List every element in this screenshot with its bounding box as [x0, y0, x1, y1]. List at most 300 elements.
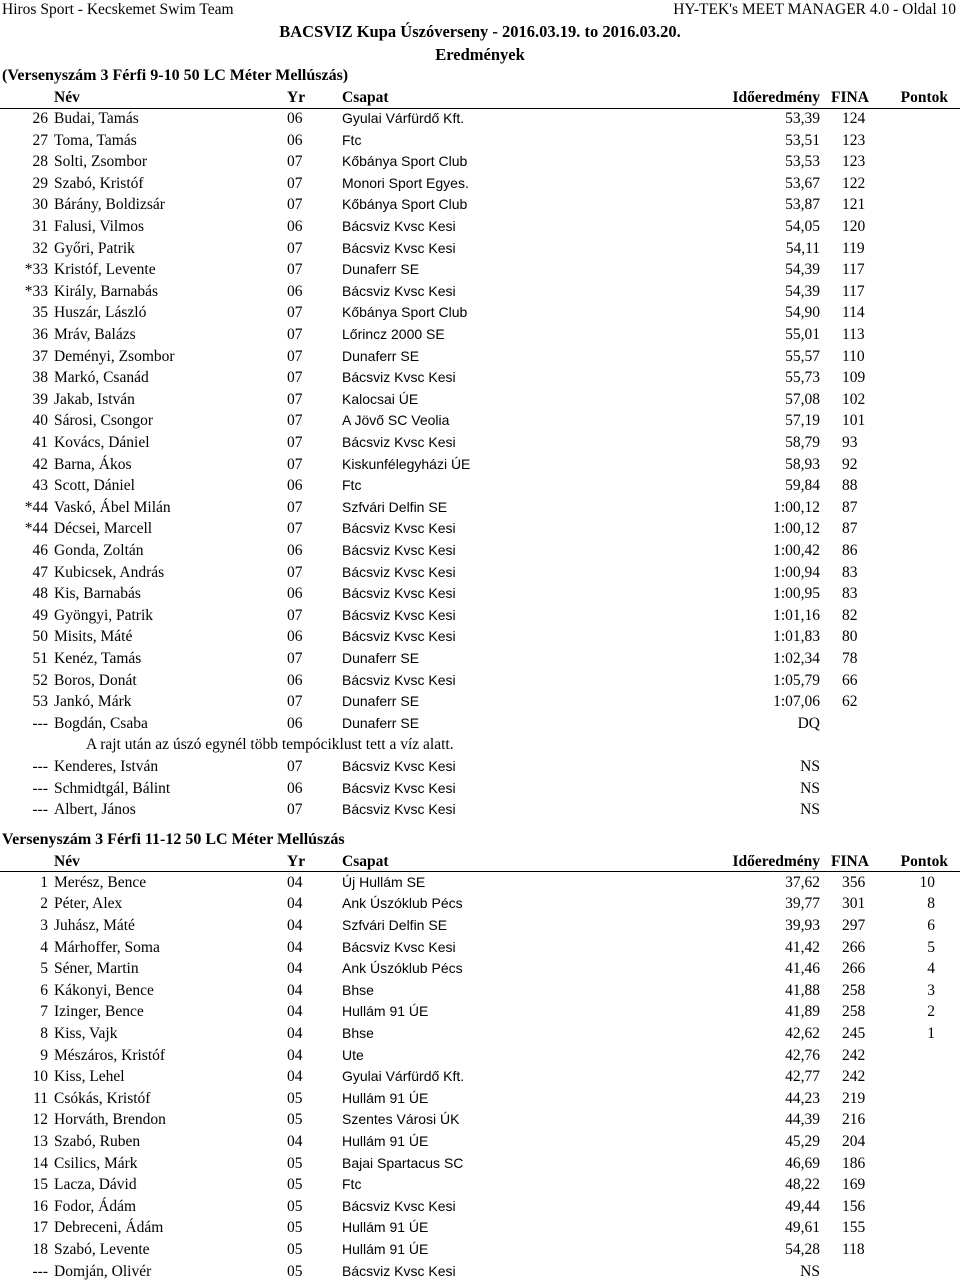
birth-year: 07 — [287, 347, 303, 365]
swimmer-name: Albert, János — [54, 801, 136, 819]
club-name: Szentes Városi ÚK — [342, 1111, 460, 1128]
result-time: 39,93 — [785, 917, 820, 934]
result-time: 44,23 — [785, 1089, 820, 1107]
result-place: 27 — [32, 131, 48, 149]
table-row — [0, 130, 960, 152]
result-time: NS — [800, 1262, 820, 1280]
club-name: Bácsviz Kvsc Kesi — [342, 542, 456, 558]
club-name: Bácsviz Kvsc Kesi — [342, 1262, 456, 1279]
result-place: 6 — [40, 981, 48, 999]
meet-points: 5 — [927, 938, 935, 956]
birth-year: 07 — [287, 455, 303, 473]
club-name: Dunaferr SE — [342, 714, 420, 731]
birth-year: 05 — [287, 1154, 303, 1172]
result-time: 53,39 — [785, 110, 820, 127]
result-place: 53 — [32, 693, 48, 711]
table-row — [0, 778, 960, 800]
fina-points: 123 — [842, 131, 866, 149]
birth-year: 04 — [287, 873, 303, 891]
result-place: 50 — [32, 628, 48, 646]
fina-points: 86 — [842, 542, 858, 559]
result-place: 12 — [32, 1111, 48, 1129]
fina-points: 87 — [842, 520, 858, 538]
club-name: Bácsviz Kvsc Kesi — [342, 938, 456, 955]
club-name: Szfvári Delfin SE — [342, 917, 448, 933]
fina-points: 122 — [842, 174, 866, 192]
fina-points: 266 — [842, 938, 866, 956]
club-name: Bácsviz Kvsc Kesi — [342, 606, 456, 623]
result-place: 38 — [32, 369, 48, 387]
swimmer-name: Huszár, László — [54, 304, 147, 322]
result-time: 41,88 — [785, 981, 820, 999]
table-row — [0, 454, 960, 476]
club-name: Hullám 91 ÚE — [342, 1003, 429, 1020]
swimmer-name: Király, Barnabás — [54, 282, 159, 300]
result-time: 1:00,42 — [773, 542, 820, 559]
result-time: 58,79 — [785, 434, 820, 451]
table-row — [0, 893, 960, 915]
club-name: Dunaferr SE — [342, 347, 420, 364]
club-name: Bácsviz Kvsc Kesi — [342, 1197, 456, 1214]
result-place: 11 — [33, 1089, 48, 1107]
result-time: NS — [800, 758, 820, 775]
club-name: Bácsviz Kvsc Kesi — [342, 563, 456, 580]
swimmer-name: Kovács, Dániel — [54, 434, 150, 451]
birth-year: 07 — [287, 801, 303, 819]
club-name: Bácsviz Kvsc Kesi — [342, 801, 456, 818]
table-row — [0, 626, 960, 648]
table-row — [0, 194, 960, 216]
table-row — [0, 1001, 960, 1023]
table-row — [0, 1174, 960, 1196]
table-row — [0, 518, 960, 540]
birth-year: 04 — [287, 1025, 303, 1042]
result-place: 17 — [32, 1219, 48, 1237]
table-row — [0, 302, 960, 324]
club-name: Bácsviz Kvsc Kesi — [342, 369, 456, 386]
result-time: 37,62 — [785, 873, 820, 891]
table-row — [0, 1066, 960, 1088]
table-row — [0, 713, 960, 735]
fina-points: 93 — [842, 434, 858, 451]
birth-year: 07 — [287, 369, 303, 387]
col-yr: Yr — [287, 89, 306, 106]
swimmer-name: Szabó, Levente — [54, 1241, 150, 1258]
result-place: 35 — [32, 304, 48, 322]
note-text: A rajt után az úszó egynél több tempóciklust tett a víz alatt. — [86, 736, 454, 754]
fina-points: 92 — [842, 455, 858, 473]
result-place: --- — [32, 758, 48, 775]
club-name: Bácsviz Kvsc Kesi — [342, 758, 456, 774]
table-row — [0, 1217, 960, 1239]
table-row — [0, 151, 960, 173]
birth-year: 05 — [287, 1219, 303, 1237]
col-club: Csapat — [342, 852, 389, 870]
result-place: 1 — [40, 873, 48, 891]
club-name: Lőrincz 2000 SE — [342, 326, 445, 342]
birth-year: 06 — [287, 282, 303, 300]
birth-year: 07 — [287, 758, 303, 775]
result-time: 55,57 — [785, 347, 820, 365]
club-name: Bácsviz Kvsc Kesi — [342, 585, 456, 602]
swimmer-name: Kákonyi, Bence — [54, 981, 154, 999]
swimmer-name: Kiss, Lehel — [54, 1068, 125, 1086]
table-row — [0, 540, 960, 562]
fina-points: 123 — [842, 153, 866, 171]
swimmer-name: Csilics, Márk — [54, 1154, 138, 1172]
table-row — [0, 756, 960, 778]
result-place: 41 — [32, 434, 48, 451]
result-place: 29 — [32, 174, 48, 192]
swimmer-name: Markó, Csanád — [54, 369, 149, 387]
birth-year: 06 — [287, 628, 303, 646]
col-time: Időeredmény — [732, 89, 820, 106]
swimmer-name: Mészáros, Kristóf — [54, 1046, 166, 1064]
result-place: 43 — [32, 477, 48, 495]
club-name: Gyulai Várfürdő Kft. — [342, 110, 465, 126]
swimmer-name: Izinger, Bence — [54, 1003, 144, 1021]
col-time: Időeredmény — [732, 852, 820, 870]
result-time: 42,62 — [785, 1025, 820, 1042]
club-name: Ank Úszóklub Pécs — [342, 960, 463, 977]
table-row — [0, 108, 960, 130]
result-place: 37 — [32, 347, 48, 365]
result-time: 57,08 — [785, 390, 820, 408]
club-name: Bajai Spartacus SC — [342, 1154, 464, 1171]
fina-points: 155 — [842, 1219, 866, 1237]
birth-year: 07 — [287, 261, 303, 279]
page-header — [0, 0, 960, 20]
table-row — [0, 1023, 960, 1045]
result-place: 9 — [40, 1046, 48, 1064]
swimmer-name: Kenderes, István — [54, 758, 159, 775]
result-time: 1:02,34 — [773, 650, 820, 667]
fina-points: 297 — [842, 917, 866, 934]
birth-year: 04 — [287, 1003, 303, 1021]
birth-year: 07 — [287, 304, 303, 322]
club-name: Bácsviz Kvsc Kesi — [342, 239, 456, 256]
club-name: Dunaferr SE — [342, 693, 420, 710]
birth-year: 07 — [287, 412, 303, 430]
table-row — [0, 670, 960, 692]
swimmer-name: Győri, Patrik — [54, 239, 135, 257]
result-place: 18 — [32, 1241, 48, 1258]
club-name: Dunaferr SE — [342, 261, 420, 278]
col-club: Csapat — [342, 89, 389, 106]
fina-points: 88 — [842, 477, 858, 495]
birth-year: 07 — [287, 390, 303, 408]
swimmer-name: Jakab, István — [54, 390, 135, 408]
fina-points: 356 — [842, 873, 866, 891]
result-time: 54,28 — [785, 1241, 820, 1258]
column-header — [0, 87, 960, 109]
table-row — [0, 937, 960, 959]
swimmer-name: Fodor, Ádám — [54, 1197, 137, 1215]
meet-points: 10 — [919, 873, 935, 891]
fina-points: 216 — [842, 1111, 866, 1129]
swimmer-name: Szabó, Kristóf — [54, 174, 144, 192]
club-name: Ftc — [342, 1176, 362, 1193]
swimmer-name: Kubicsek, András — [54, 563, 165, 581]
birth-year: 06 — [287, 585, 303, 603]
result-time: 55,73 — [785, 369, 820, 387]
result-place: 51 — [32, 650, 48, 667]
result-time: 49,44 — [785, 1197, 820, 1215]
birth-year: 04 — [287, 1133, 303, 1150]
result-time: 42,77 — [785, 1068, 820, 1086]
result-time: 42,76 — [785, 1046, 820, 1064]
meet-points: 8 — [927, 895, 935, 913]
col-fina: FINA — [831, 852, 869, 870]
birth-year: 04 — [287, 1068, 303, 1086]
result-time: 1:00,95 — [773, 585, 820, 603]
swimmer-name: Horváth, Brendon — [54, 1111, 166, 1129]
result-place: 30 — [32, 196, 48, 214]
fina-points: 83 — [842, 585, 858, 603]
fina-points: 301 — [842, 895, 866, 913]
birth-year: 04 — [287, 895, 303, 913]
table-row — [0, 410, 960, 432]
birth-year: 05 — [287, 1089, 303, 1107]
swimmer-name: Bárány, Boldizsár — [54, 196, 165, 214]
table-row — [0, 1261, 960, 1283]
swimmer-name: Szabó, Ruben — [54, 1133, 141, 1150]
swimmer-name: Kis, Barnabás — [54, 585, 141, 603]
result-time: NS — [800, 779, 820, 797]
table-row — [0, 980, 960, 1002]
swimmer-name: Barna, Ákos — [54, 455, 132, 473]
result-time: 1:01,16 — [773, 606, 820, 624]
result-place: 52 — [32, 671, 48, 689]
result-place: 46 — [32, 542, 48, 559]
birth-year: 06 — [287, 110, 303, 127]
swimmer-name: Domján, Olivér — [54, 1262, 152, 1280]
event-title: (Versenyszám 3 Férfi 9-10 50 LC Méter Mellúszás) — [2, 67, 349, 84]
result-time: 54,05 — [785, 218, 820, 235]
swimmer-name: Vaskó, Ábel Milán — [54, 498, 171, 516]
fina-points: 80 — [842, 628, 858, 646]
fina-points: 266 — [842, 960, 866, 978]
result-place: 32 — [32, 239, 48, 257]
fina-points: 101 — [842, 412, 866, 430]
table-row — [0, 497, 960, 519]
swimmer-name: Bogdán, Csaba — [54, 714, 148, 732]
swimmer-name: Schmidtgál, Bálint — [54, 779, 171, 797]
club-name: Gyulai Várfürdő Kft. — [342, 1068, 465, 1085]
table-row — [0, 259, 960, 281]
result-time: 1:01,83 — [773, 628, 820, 646]
result-place: 36 — [32, 326, 48, 343]
result-time: 44,39 — [785, 1111, 820, 1129]
result-place: 13 — [32, 1133, 48, 1150]
swimmer-name: Jankó, Márk — [54, 693, 132, 711]
result-place: *44 — [24, 520, 48, 538]
fina-points: 117 — [842, 261, 865, 279]
result-place: 31 — [32, 218, 48, 235]
birth-year: 07 — [287, 650, 303, 667]
table-row — [0, 1109, 960, 1131]
col-yr: Yr — [287, 852, 306, 870]
club-name: Szfvári Delfin SE — [342, 498, 448, 515]
result-place: *44 — [24, 498, 48, 516]
result-time: 45,29 — [785, 1133, 820, 1150]
fina-points: 169 — [842, 1176, 866, 1194]
swimmer-name: Sárosi, Csongor — [54, 412, 154, 430]
birth-year: 04 — [287, 960, 303, 978]
swimmer-name: Gyöngyi, Patrik — [54, 606, 154, 624]
result-time: DQ — [797, 714, 820, 732]
result-time: 53,53 — [785, 153, 820, 171]
club-name: Ftc — [342, 477, 362, 494]
swimmer-name: Lacza, Dávid — [54, 1176, 137, 1194]
table-row — [0, 583, 960, 605]
result-time: 1:00,12 — [773, 498, 820, 516]
table-row — [0, 281, 960, 303]
birth-year: 05 — [287, 1197, 303, 1215]
table-row — [0, 958, 960, 980]
club-name: A Jövő SC Veolia — [342, 412, 450, 429]
col-fina: FINA — [831, 89, 869, 106]
club-name: Kiskunfélegyházi ÚE — [342, 455, 471, 472]
result-place: 5 — [40, 960, 48, 978]
birth-year: 06 — [287, 671, 303, 689]
table-row — [0, 346, 960, 368]
result-time: 54,39 — [785, 282, 820, 300]
result-place: 16 — [32, 1197, 48, 1215]
fina-points: 120 — [842, 218, 866, 235]
club-name: Bácsviz Kvsc Kesi — [342, 671, 456, 688]
swimmer-name: Scott, Dániel — [54, 477, 135, 495]
meet-points: 1 — [927, 1025, 935, 1042]
result-place: 2 — [40, 895, 48, 913]
result-place: 14 — [32, 1154, 48, 1172]
fina-points: 186 — [842, 1154, 866, 1172]
result-time: 49,61 — [785, 1219, 820, 1237]
result-time: 41,42 — [785, 938, 820, 956]
club-name: Hullám 91 ÚE — [342, 1089, 429, 1106]
result-place: --- — [32, 1262, 48, 1280]
table-row — [0, 324, 960, 346]
result-time: 53,67 — [785, 174, 820, 192]
fina-points: 204 — [842, 1133, 866, 1150]
table-row — [0, 1088, 960, 1110]
fina-points: 245 — [842, 1025, 866, 1042]
fina-points: 118 — [842, 1241, 865, 1258]
swimmer-name: Kiss, Vajk — [54, 1025, 118, 1042]
birth-year: 07 — [287, 563, 303, 581]
swimmer-name: Gonda, Zoltán — [54, 542, 144, 559]
table-row — [0, 872, 960, 894]
result-time: 57,19 — [785, 412, 820, 430]
column-header — [0, 851, 960, 873]
club-name: Bácsviz Kvsc Kesi — [342, 218, 456, 234]
result-time: 1:00,94 — [773, 563, 820, 581]
fina-points: 66 — [842, 671, 858, 689]
swimmer-name: Kenéz, Tamás — [54, 650, 142, 667]
table-row — [0, 1196, 960, 1218]
table-row — [0, 799, 960, 821]
table-row — [0, 1131, 960, 1153]
meet-points: 6 — [927, 917, 935, 934]
table-row — [0, 389, 960, 411]
fina-points: 87 — [842, 498, 858, 516]
club-name: Bácsviz Kvsc Kesi — [342, 628, 456, 645]
birth-year: 06 — [287, 542, 303, 559]
result-time: 1:07,06 — [773, 693, 820, 711]
birth-year: 06 — [287, 477, 303, 495]
birth-year: 07 — [287, 693, 303, 711]
club-name: Hullám 91 ÚE — [342, 1241, 429, 1257]
team-name: Hiros Sport - Kecskemet Swim Team — [2, 1, 234, 18]
birth-year: 06 — [287, 218, 303, 235]
table-row — [0, 605, 960, 627]
table-row — [0, 367, 960, 389]
club-name: Kőbánya Sport Club — [342, 153, 468, 170]
result-time: 41,46 — [785, 960, 820, 978]
birth-year: 06 — [287, 131, 303, 149]
swimmer-name: Péter, Alex — [54, 895, 123, 913]
result-place: 10 — [32, 1068, 48, 1086]
table-row — [0, 1239, 960, 1261]
result-place: --- — [32, 801, 48, 819]
club-name: Kalocsai ÚE — [342, 390, 419, 407]
result-time: 41,89 — [785, 1003, 820, 1021]
fina-points: 219 — [842, 1089, 866, 1107]
result-place: 47 — [32, 563, 48, 581]
swimmer-name: Csókás, Kristóf — [54, 1089, 151, 1107]
result-time: 54,39 — [785, 261, 820, 279]
result-time: 54,11 — [785, 239, 820, 257]
birth-year: 05 — [287, 1262, 303, 1280]
result-time: 46,69 — [785, 1154, 820, 1172]
fina-points: 110 — [842, 347, 865, 365]
birth-year: 05 — [287, 1111, 303, 1129]
col-name: Név — [54, 89, 80, 106]
result-place: 48 — [32, 585, 48, 603]
birth-year: 04 — [287, 938, 303, 956]
col-points: Pontok — [900, 852, 948, 870]
fina-points: 113 — [842, 326, 865, 343]
birth-year: 07 — [287, 153, 303, 171]
table-row — [0, 691, 960, 713]
club-name: Bhse — [342, 1025, 374, 1041]
fina-points: 242 — [842, 1068, 866, 1086]
result-place: 28 — [32, 153, 48, 171]
result-time: 58,93 — [785, 455, 820, 473]
swimmer-name: Mráv, Balázs — [54, 326, 136, 343]
table-row — [0, 915, 960, 937]
result-place: 39 — [32, 390, 48, 408]
club-name: Ute — [342, 1046, 364, 1063]
result-place: 7 — [40, 1003, 48, 1021]
fina-points: 62 — [842, 693, 858, 711]
result-time: 53,87 — [785, 196, 820, 214]
swimmer-name: Márhoffer, Soma — [54, 938, 160, 956]
birth-year: 07 — [287, 174, 303, 192]
result-place: 3 — [40, 917, 48, 934]
result-time: 1:05,79 — [773, 671, 820, 689]
club-name: Monori Sport Egyes. — [342, 174, 469, 191]
result-time: 39,77 — [785, 895, 820, 913]
birth-year: 05 — [287, 1241, 303, 1258]
swimmer-name: Deményi, Zsombor — [54, 347, 175, 365]
birth-year: 04 — [287, 981, 303, 999]
result-place: 4 — [40, 938, 48, 956]
result-time: 55,01 — [785, 326, 820, 343]
swimmer-name: Décsei, Marcell — [54, 520, 153, 538]
swimmer-name: Kristóf, Levente — [54, 261, 156, 279]
table-row — [0, 1153, 960, 1175]
